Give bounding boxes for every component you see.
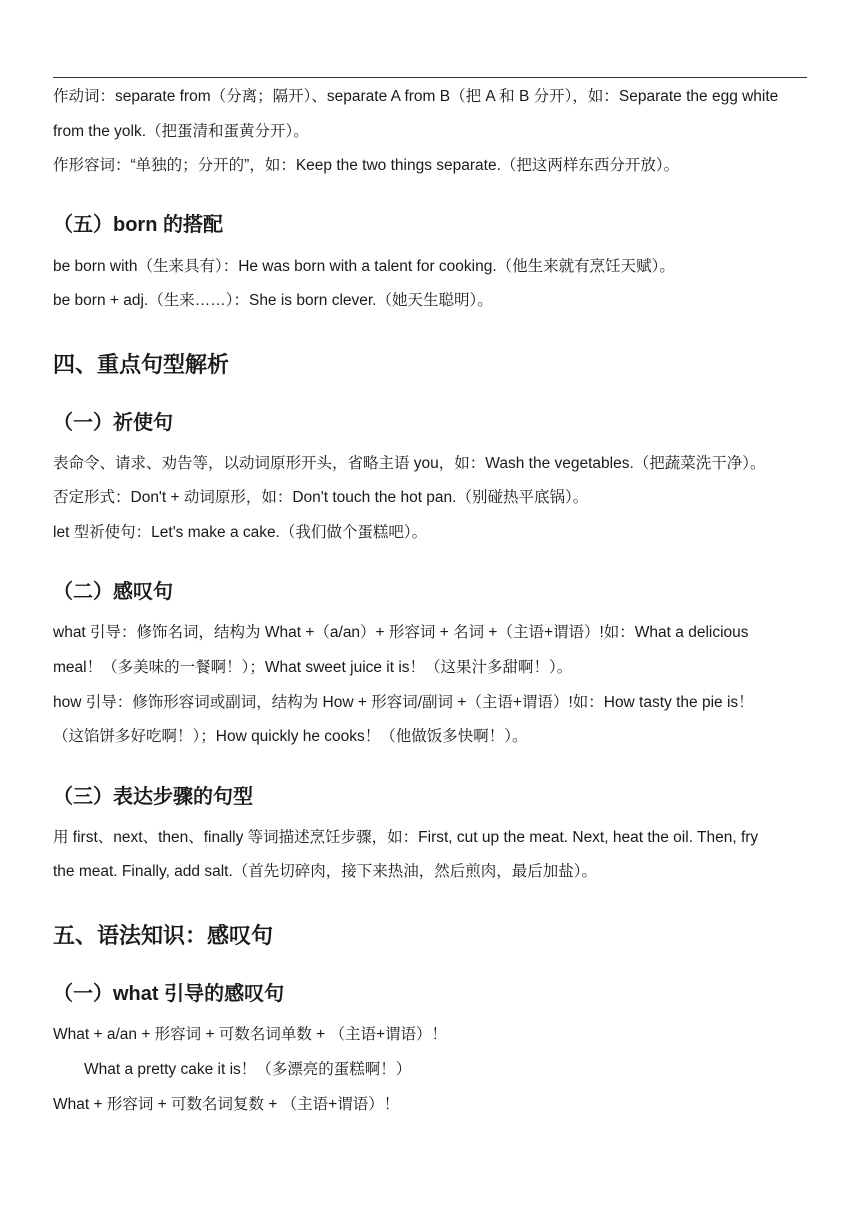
- paragraph-line: 作形容词：“单独的；分开的”，如：Keep the two things separate.（把这两样东西分开放）。: [53, 157, 680, 174]
- section-heading: （一）祈使句: [53, 412, 173, 434]
- example-line: What a pretty cake it is！（多漂亮的蛋糕啊！）: [84, 1061, 412, 1078]
- paragraph-line: what 引导：修饰名词，结构为 What +（a/an）+ 形容词 + 名词 +（主语+谓语）!如：What a delicious: [53, 624, 749, 641]
- paragraph-line: 表命令、请求、劝告等，以动词原形开头，省略主语 you，如：Wash the vegetables.（把蔬菜洗干净）。: [53, 455, 766, 472]
- paragraph-line: What + 形容词 + 可数名词复数 + （主语+谓语）！: [53, 1096, 400, 1113]
- paragraph-line: What + a/an + 形容词 + 可数名词单数 + （主语+谓语）！: [53, 1026, 448, 1043]
- chapter-heading: 五、语法知识：感叹句: [53, 923, 274, 948]
- paragraph-line: 否定形式：Don't + 动词原形，如：Don't touch the hot pan.（别碰热平底锅）。: [53, 489, 589, 506]
- paragraph-line: meal！（多美味的一餐啊！）；What sweet juice it is！（这果汁多甜啊！）。: [53, 659, 573, 676]
- chapter-heading: 四、重点句型解析: [53, 352, 230, 377]
- section-heading: （二）感叹句: [53, 581, 173, 603]
- section-heading: （五）born 的搭配: [53, 214, 223, 236]
- paragraph-line: 作动词：separate from（分离；隔开）、separate A from B（把 A 和 B 分开），如：Separate the egg white: [53, 88, 779, 105]
- section-heading: （三）表达步骤的句型: [53, 786, 253, 808]
- paragraph-line: let 型祈使句：Let's make a cake.（我们做个蛋糕吧）。: [53, 524, 428, 541]
- paragraph-line: be born with（生来具有）：He was born with a talent for cooking.（他生来就有烹饪天赋）。: [53, 258, 675, 275]
- paragraph-line: from the yolk.（把蛋清和蛋黄分开）。: [53, 123, 309, 140]
- header-rule: [53, 77, 807, 78]
- paragraph-line: how 引导：修饰形容词或副词，结构为 How + 形容词/副词 +（主语+谓语）!如：How tasty the pie is！: [53, 694, 754, 711]
- paragraph-line: be born + adj.（生来……）：She is born clever.（她天生聪明）。: [53, 292, 493, 309]
- paragraph-line: the meat. Finally, add salt.（首先切碎肉，接下来热油，然后煎肉，最后加盐）。: [53, 863, 598, 880]
- paragraph-line: （这馅饼多好吃啊！）；How quickly he cooks！（他做饭多快啊！）。: [53, 728, 528, 745]
- paragraph-line: 用 first、next、then、finally 等词描述烹饪步骤，如：First, cut up the meat. Next, heat the oil. Then, fry: [53, 829, 759, 846]
- section-heading: （一）what 引导的感叹句: [53, 983, 285, 1005]
